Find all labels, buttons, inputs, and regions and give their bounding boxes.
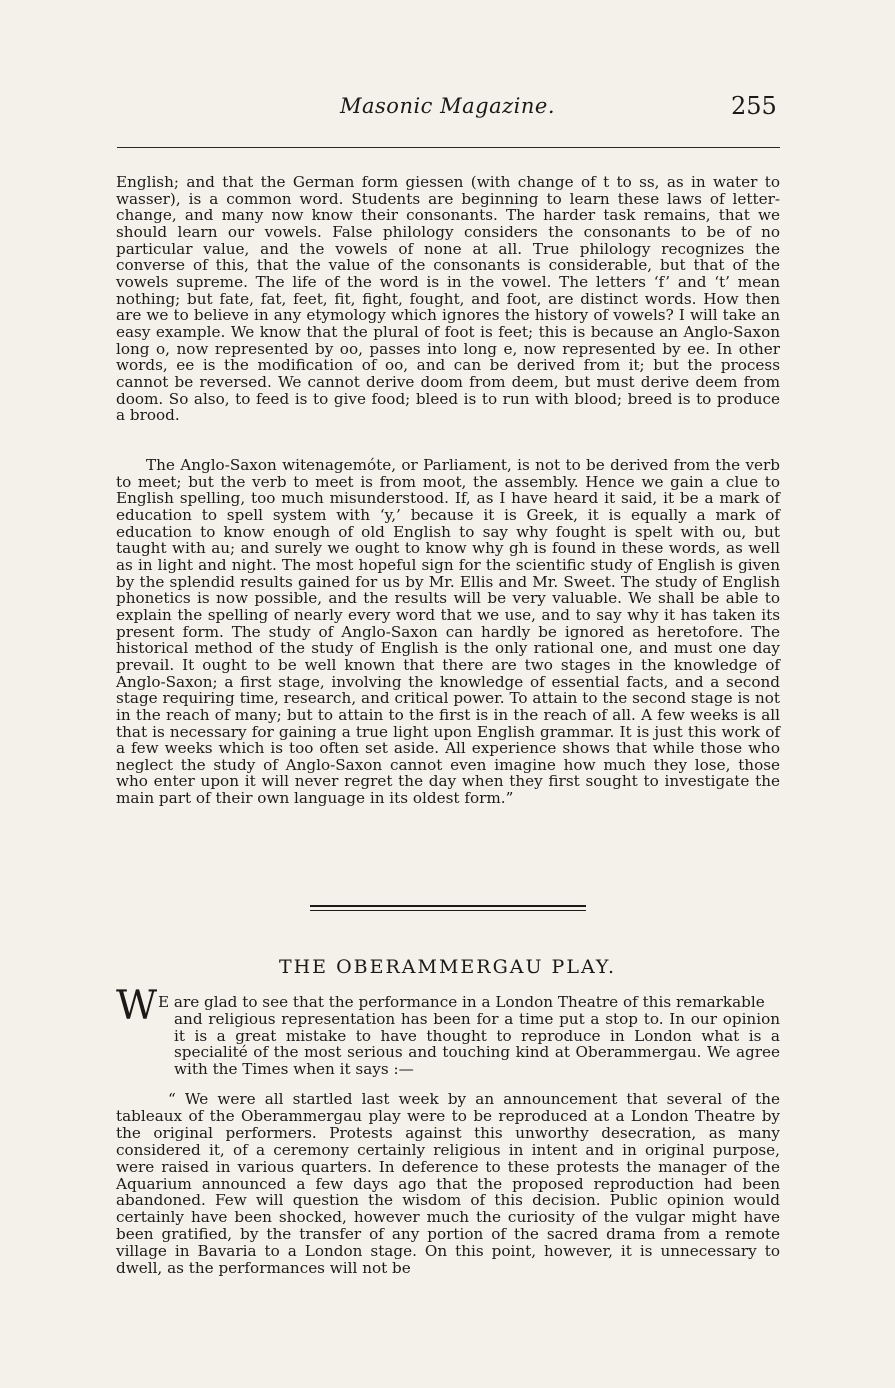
- section-divider: [310, 905, 586, 911]
- section-title: THE OBERAMMERGAU PLAY.: [278, 956, 617, 978]
- page-number: 255: [731, 92, 777, 120]
- intro-rest: and religious representation has been for a time put a stop to. In our opinion it is a great mistake to have thought to reproduce in London what is a specialité of the most serious and touching kind at Oberammergau. We agree with the Times when it says :—: [174, 1009, 780, 1079]
- intro-paragraph: [116, 994, 780, 1078]
- header-rule: [117, 147, 780, 148]
- running-title: Masonic Magazine.: [340, 94, 556, 118]
- quoted-passage: “ We were all startled last week by an announcement that several of the tableaux of the Oberammergau play were to be reproduced at a London Theatre by the original performers. Protests against this unworthy desecration, as many considered it, of a ceremony certainly religious in intent and in original purpose, were raised in various quarters. In deference to these protests the manager of the Aquarium announced a few days ago that the proposed reproduction had been abandoned. Few will question the wisdom of this decision. Public opinion would certainly have been shocked, however much the curiosity of the vulgar might have been gratified, by the transfer of any portion of the sacred drama from a remote village in Bavaria to a London stage. On this point, however, it is unnecessary to dwell, as the performances will not be: [116, 1090, 780, 1278]
- drop-cap: W: [116, 983, 158, 1029]
- page-header: [0, 88, 895, 128]
- intro-first-line: E are glad to see that the performance in a London Theatre of this remarkable: [158, 993, 765, 1011]
- paragraph-1: English; and that the German form giessen (with change of t to ss, as in water to wasser), is a common word. Students are beginning to learn these laws of letter-change, and many now know their consonants. The harder task remains, that we should learn our vowels. False philology considers the consonants to be of no particular value, and the vowels of none at all. True philology recognizes the converse of this, that the value of the consonants is considerable, but that of the vowels supreme. The life of the word is in the vowel. The letters ‘f’ and ‘t’ mean nothing; but fate, fat, feet, fit, fight, fought, and foot, are distinct words. How then are we to believe in any etymology which ignores the history of vowels? I will take an easy example. We know that the plural of foot is feet; this is because an Anglo-Saxon long o, now represented by oo, passes into long e, now represented by ee. In other words, ee is the modification of oo, and can be derived from it; but the process cannot be reversed. We cannot derive doom from deem, but must derive deem from doom. So also, to feed is to give food; bleed is to run with blood; breed is to produce a brood.: [116, 173, 780, 425]
- paragraph-2: The Anglo-Saxon witenagemóte, or Parliament, is not to be derived from the verb to meet; but the verb to meet is from moot, the assembly. Hence we gain a clue to English spelling, too much misunderstood. If, as I have heard it said, it be a mark of education to spell system with ‘y,’ because it is Greek, it is equally a mark of education to know enough of old English to say why fought is spelt with ou, but taught with au; and surely we ought to know why gh is found in these words, as well as in light and night. The most hopeful sign for the scientific study of English is given by the splendid results gained for us by Mr. Ellis and Mr. Sweet. The study of English phonetics is now possible, and the results will be very valuable. We shall be able to explain the spelling of nearly every word that we use, and to say why it has taken its present form. The study of Anglo-Saxon can hardly be ignored as heretofore. The historical method of the study of English is the only rational one, and must one day prevail. It ought to be well known that there are two stages in the knowledge of Anglo-Saxon; a first stage, involving the knowledge of essential facts, and a second stage requiring time, research, and critical power. To attain to the second stage is not in the reach of many; but to attain to the first is in the reach of all. A few weeks is all that is necessary for gaining a true light upon English grammar. It is just this work of a few weeks which is too often set aside. All experience shows that while those who neglect the study of Anglo-Saxon cannot even imagine how much they lose, those who enter upon it will never regret the day when they first sought to investigate the main part of their own language in its oldest form.”: [116, 456, 780, 808]
